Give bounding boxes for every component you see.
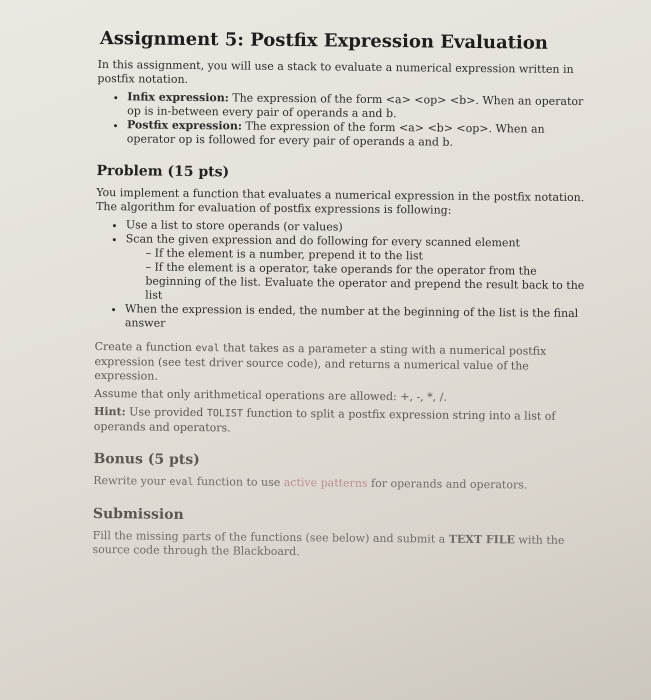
page-title: Assignment 5: Postfix Expression Evaluation: [99, 28, 549, 54]
intro-paragraph: In this assignment, you will use a stack to evaluate a numerical expression written in postfix notation.: [97, 57, 574, 86]
text-run: with the source code through the Blackboard.: [92, 533, 565, 559]
text-run: for operands and operators.: [367, 476, 528, 492]
code-eval: eval: [169, 476, 194, 489]
step-item: • When the expression is ended, the number at the beginning of the list is the final answer: [125, 302, 585, 335]
code-tolist: TOLIST: [206, 408, 244, 420]
text-run: Rewrite your: [93, 473, 170, 488]
code-eval: eval: [195, 343, 220, 355]
text-run: function to split a postfix expression string into a list of operands and operators.: [93, 406, 556, 435]
definition-term: Postfix expression:: [126, 118, 243, 133]
hint-paragraph: [94, 405, 584, 439]
definition-term: Infix expression:: [127, 90, 229, 105]
submission-heading: Submission: [92, 505, 184, 523]
text-run: function to use: [193, 475, 284, 489]
algorithm-steps: [95, 218, 586, 335]
sub-steps: [125, 246, 586, 307]
problem-heading: Problem (15 pts): [96, 162, 230, 181]
step-text: Scan the given expression and do following for every scanned element: [125, 232, 521, 250]
active-patterns-link[interactable]: active patterns: [283, 475, 368, 490]
definitions-list: [97, 90, 588, 151]
definition-text: The expression of the form <a> <b> <op>. When an operator op is followed for every pair of operands a and b.: [126, 119, 545, 149]
text-run: that takes as a parameter a sting with a numerical postfix expression (see test driver source code), and returns a numerical value of the expression.: [94, 341, 547, 383]
assumption-paragraph: Assume that only arithmetical operations are allowed: +, -, *, /.: [94, 386, 447, 404]
document-page: [92, 28, 588, 566]
definition-postfix: [127, 118, 587, 151]
step-item: • Use a list to store operands (or values): [126, 218, 586, 237]
text-file-label: TEXT FILE: [448, 532, 516, 547]
create-function-paragraph: [94, 340, 584, 388]
submission-paragraph: [92, 529, 582, 562]
text-run: Create a function: [94, 339, 196, 355]
text-run: Use provided: [125, 405, 207, 420]
sub-step-item: – If the element is a operator, take operands for the operator from the beginning of the list. Evaluate the operator and prepend the result back to the list: [145, 261, 585, 308]
problem-intro: You implement a function that evaluates a numerical expression in the postfix notation. The algorithm for evaluation of postfix expressions is following:: [96, 185, 585, 217]
bonus-paragraph: [93, 474, 583, 494]
sub-step-item: – If the element is a number, prepend it to the list: [146, 247, 586, 266]
step-item: [125, 232, 586, 307]
definition-text: The expression of the form <a> <op> <b>. When an operator op is in-between every pair of operands a and b.: [127, 91, 584, 121]
hint-label: Hint:: [93, 404, 126, 419]
text-run: Fill the missing parts of the functions (see below) and submit a: [92, 528, 449, 546]
bonus-heading: Bonus (5 pts): [93, 450, 200, 469]
